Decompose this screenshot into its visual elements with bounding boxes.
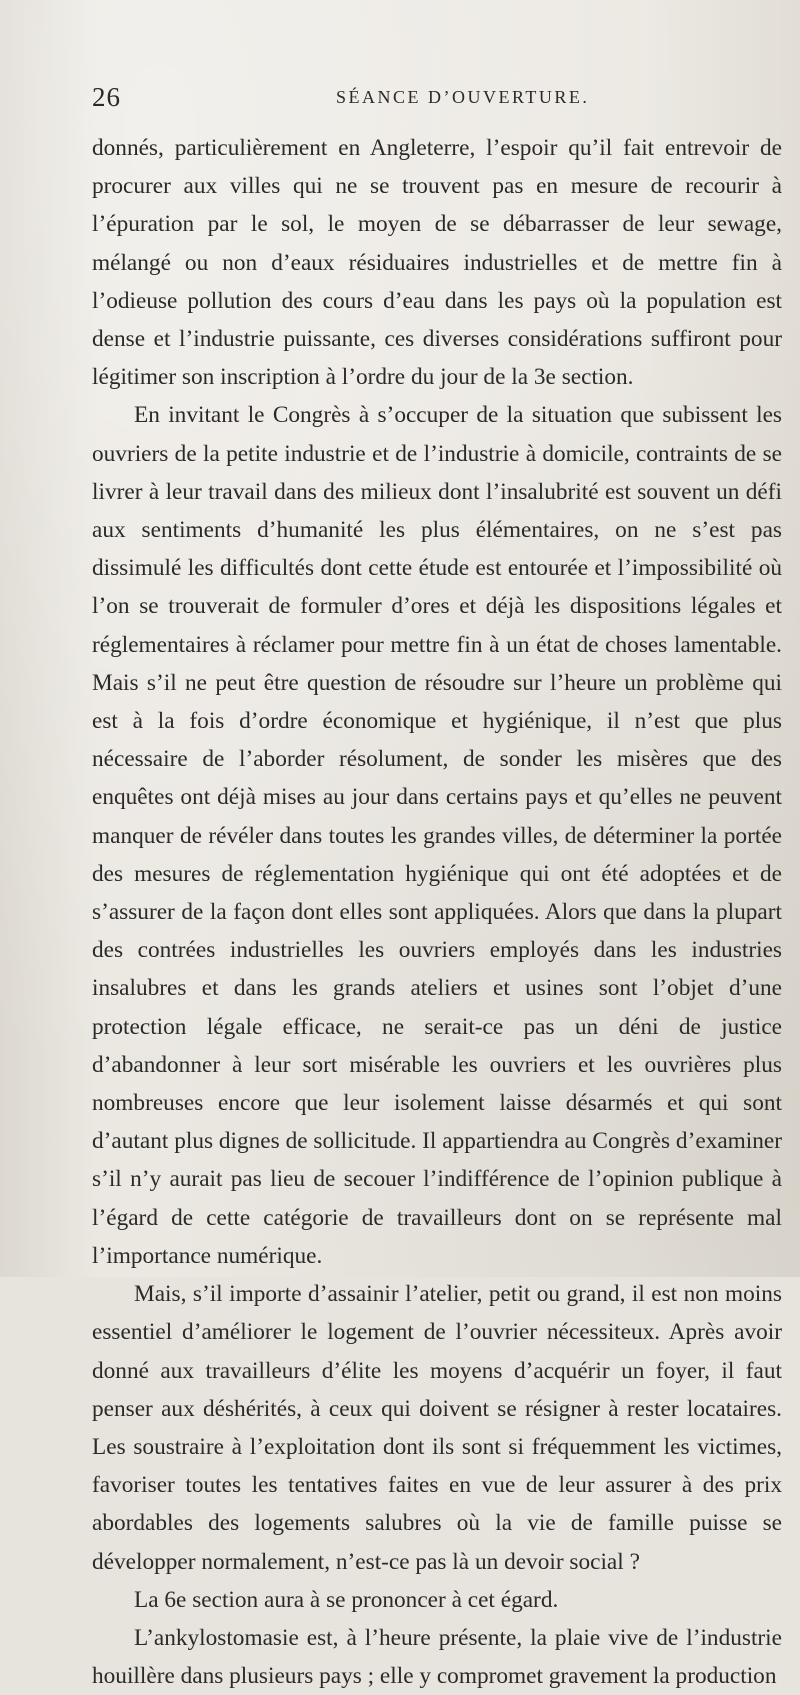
paragraph-continuation: donnés, particulièrement en Angleterre, l’espoir qu’il fait entrevoir de procurer aux villes qui ne se trouvent pas en mesure de recourir à l’épuration par le sol, le moyen de se débarrasser de leur sewage, mélangé ou non d’eaux résiduaires industrielles et de mettre fin à l’odieuse pollution des cours d’eau dans les pays où la population est dense et l’industrie puissante, ces diverses considérations suffiront pour légitimer son inscription à l’ordre du jour de la 3e section. <box>92 135 782 391</box>
paragraph-petite-industrie: En invitant le Congrès à s’occuper de la situation que subissent les ouvriers de la petite industrie et de l’industrie à domicile, contraints de se livrer à leur travail dans des milieux dont l’insalubrité est souvent un défi aux sentiments d’humanité les plus élémentaires, on ne s’est pas dissimulé les difficultés dont cette étude est entourée et l’impossibilité où l’on se trouverait de formuler d’ores et déjà les dispositions légales et réglementaires à réclamer pour mettre fin à un état de choses lamentable. Mais s’il ne peut être question de résoudre sur l’heure un problème qui est à la fois d’ordre économique et hygiénique, il n’est que plus nécessaire de l’aborder résolument, de sonder les misères que des enquêtes ont déjà mises au jour dans certains pays et qu’elles ne peuvent manquer de révéler dans toutes les grandes villes, de déterminer la portée des mesures de réglementation hygiénique qui ont été adoptées et de s’assurer de la façon dont elles sont appliquées. Alors que dans la plupart des contrées industrielles les ouvriers employés dans les industries insalubres et dans les grands ateliers et usines sont l’objet d’une protection légale efficace, ne serait-ce pas un déni de justice d’abandonner à leur sort misérable les ouvriers et les ouvrières plus nombreuses encore que leur isolement laisse désarmés et qui sont d’autant plus dignes de sollicitude. Il appartiendra au Congrès d’examiner s’il n’y aurait pas lieu de secouer l’indifférence de l’opinion publique à l’égard de cette catégorie de travailleurs dont on se représente mal l’importance numérique. <box>92 402 782 1269</box>
page-header <box>92 82 792 112</box>
page-number: 26 <box>92 82 121 112</box>
paragraph-ankylostomasie: L’ankylostomasie est, à l’heure présente, la plaie vive de l’industrie houillère dans plusieurs pays ; elle y compromet gravement la production <box>92 1624 782 1690</box>
body-text <box>92 129 782 1695</box>
paragraph-sixieme-section: La 6e section aura à se prononcer à cet égard. <box>134 1586 559 1613</box>
running-head: SÉANCE D’OUVERTURE. <box>336 87 590 107</box>
paragraph-logement: Mais, s’il importe d’assainir l’atelier, petit ou grand, il est non moins essentiel d’améliorer le logement de l’ouvrier nécessiteux. Après avoir donné aux travailleurs d’élite les moyens d’acquérir un foyer, il faut penser aux déshérités, à ceux qui doivent se résigner à rester locataires. Les soustraire à l’exploitation dont ils sont si fréquemment les victimes, favoriser toutes les tentatives faites en vue de leur assurer à des prix abordables des logements salubres où la vie de famille puisse se développer normalement, n’est-ce pas là un devoir social ? <box>92 1281 782 1575</box>
